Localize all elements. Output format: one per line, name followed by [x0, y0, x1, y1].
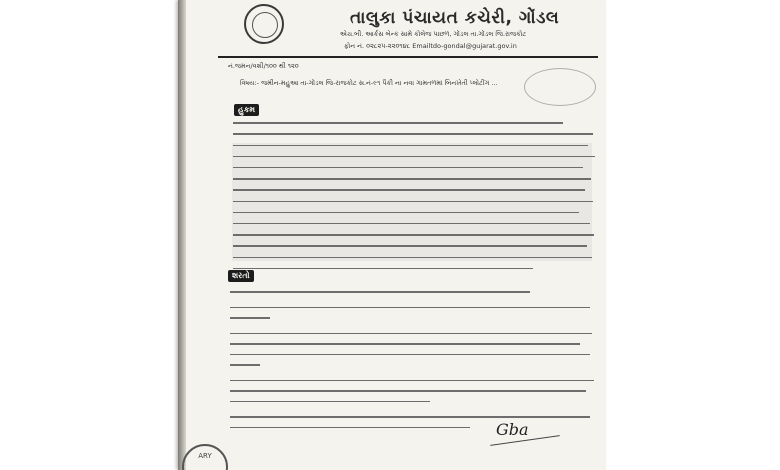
body-line	[230, 219, 596, 230]
seal-inner-ring	[252, 12, 278, 38]
term-item	[230, 330, 596, 372]
order-heading: હુકમ	[234, 104, 259, 116]
term-item	[230, 377, 596, 409]
office-contact: ફોન નં. ૦૨૮૨૫-૨૨૦૧૪૮ Emailtdo-gondal@gujarat.gov.in	[344, 42, 517, 50]
body-line	[230, 185, 596, 196]
body-line	[230, 140, 596, 151]
body-line	[230, 196, 596, 207]
office-seal-logo	[244, 4, 284, 44]
body-line	[230, 129, 596, 140]
subject-line: વિષય:- જમીન-મહુઆ તા-ગોંડલ જિ-રાજકોટ સ.નં-૯૧ પૈકી ના નવા ગામતળમાં બિનખેતી પ્લોટીંગ ...	[240, 79, 498, 87]
term-item	[230, 288, 596, 299]
document-page	[178, 0, 606, 470]
office-title: તાલુકા પંચાયત કચેરી, ગોંડલ	[350, 8, 560, 28]
order-body	[230, 118, 596, 275]
body-line	[230, 152, 596, 163]
terms-list	[230, 288, 596, 439]
body-line	[230, 118, 596, 129]
terms-heading: શરતો	[228, 270, 254, 282]
body-line	[230, 252, 596, 263]
body-line	[230, 263, 596, 274]
body-line	[230, 241, 596, 252]
body-line	[230, 174, 596, 185]
header-divider	[218, 56, 598, 58]
office-address: એચ.બી. આર્કસ બેન્ક સામે કોલેજ પાછળ, ગોંડલ તા.ગોંડલ જિ.રાજકોટ	[340, 30, 527, 38]
body-line	[230, 208, 596, 219]
reference-number: નં.જમન/વશી/૧૦૦ થી ૧૨૦	[228, 62, 299, 70]
body-line	[230, 230, 596, 241]
page-edge-shadow	[178, 0, 186, 470]
term-item	[230, 413, 596, 434]
term-item	[230, 304, 596, 325]
bottom-round-stamp: ARY	[182, 444, 228, 470]
signature: Gba	[496, 420, 529, 439]
body-line	[230, 163, 596, 174]
